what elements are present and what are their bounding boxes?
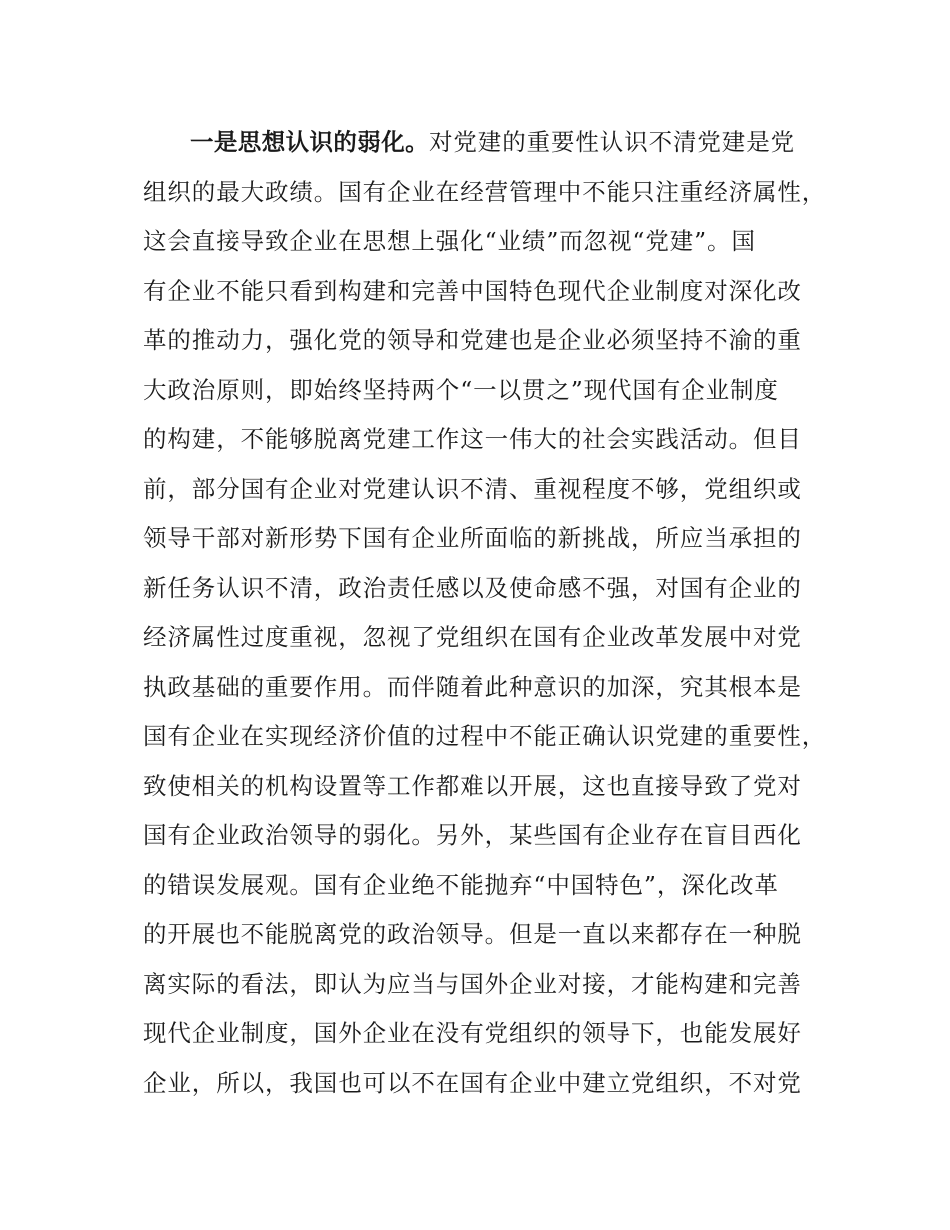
paragraph-line: 国有企业政治领导的弱化。另外，某些国有企业存在盲目西化 bbox=[143, 821, 802, 849]
paragraph-line: 致使相关的机构设置等工作都难以开展，这也直接导致了党对 bbox=[143, 771, 802, 800]
paragraph-line: 执政基础的重要作用。而伴随着此种意识的加深，究其根本是 bbox=[143, 672, 802, 701]
paragraph-line: 的开展也不能脱离党的政治领导。但是一直以来都存在一种脱 bbox=[143, 920, 802, 948]
paragraph-line: 现代企业制度，国外企业在没有党组织的领导下，也能发展好 bbox=[143, 1019, 802, 1047]
body-paragraph bbox=[143, 118, 833, 1108]
paragraph-line: 组织的最大政绩。国有企业在经营管理中不能只注重经济属性， bbox=[143, 177, 827, 206]
paragraph-line: 领导干部对新形势下国有企业所面临的新挑战，所应当承担的 bbox=[143, 524, 802, 552]
paragraph-line: 企业，所以，我国也可以不在国有企业中建立党组织，不对党 bbox=[143, 1068, 802, 1097]
paragraph-line: 的构建，不能够脱离党建工作这一伟大的社会实践活动。但目 bbox=[143, 425, 802, 453]
paragraph-line: 前，部分国有企业对党建认识不清、重视程度不够，党组织或 bbox=[143, 474, 802, 503]
paragraph-line: 大政治原则，即始终坚持两个“一以贯之”现代国有企业制度 bbox=[143, 375, 779, 404]
paragraph-line bbox=[143, 118, 833, 168]
paragraph-lead-heading: 一是思想认识的弱化。 bbox=[190, 128, 429, 156]
paragraph-line: 国有企业在实现经济价值的过程中不能正确认识党建的重要性， bbox=[143, 722, 827, 750]
paragraph-line: 的错误发展观。国有企业绝不能抛弃“中国特色”，深化改革 bbox=[143, 870, 779, 899]
paragraph-line: 经济属性过度重视，忽视了党组织在国有企业改革发展中对党 bbox=[143, 623, 802, 651]
paragraph-line: 有企业不能只看到构建和完善中国特色现代企业制度对深化改 bbox=[143, 276, 802, 305]
paragraph-line: 新任务认识不清，政治责任感以及使命感不强，对国有企业的 bbox=[143, 573, 802, 602]
paragraph-line: 革的推动力，强化党的领导和党建也是企业必须坚持不渝的重 bbox=[143, 326, 802, 354]
paragraph-line: 离实际的看法，即认为应当与国外企业对接，才能构建和完善 bbox=[143, 969, 802, 998]
paragraph-line: 这会直接导致企业在思想上强化“业绩”而忽视“党建”。国 bbox=[143, 227, 756, 255]
paragraph-line-text: 对党建的重要性认识不清党建是党 bbox=[429, 128, 795, 156]
